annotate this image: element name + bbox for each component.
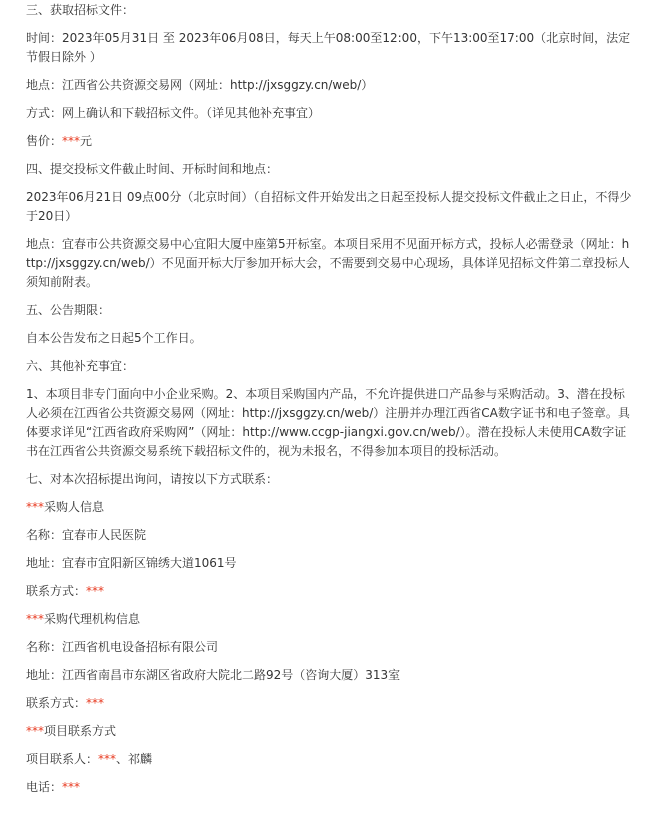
agency-title [26,610,632,629]
section-3-heading: 三、获取招标文件： [26,3,135,17]
purchaser-address: 地址：宜春市宜阳新区锦绣大道1061号 [26,556,237,570]
purchaser-contact [26,582,632,601]
sec3-price [26,132,632,151]
agency-mask: *** [26,612,44,626]
purchaser-title [26,498,632,517]
agency-contact-value: *** [86,696,105,710]
section-4-heading: 四、提交投标文件截止时间、开标时间和地点： [26,162,279,176]
sec3-location: 地点：江西省公共资源交易网（网址：http://jxsggzy.cn/web/） [26,78,374,92]
agency-name: 名称：江西省机电设备招标有限公司 [26,640,219,654]
sec3-time: 时间：2023年05月31日 至 2023年06月08日，每天上午08:00至12:00，下午13:00至17:00（北京时间，法定节假日除外 ） [26,31,631,64]
section-5-heading: 五、公告期限： [26,303,111,317]
purchaser-contact-label: 联系方式： [26,584,87,598]
project-mask: *** [26,724,44,738]
purchaser-name: 名称：宜春市人民医院 [26,528,147,542]
sec6-body: 1、本项目非专门面向中小企业采购。2、本项目采购国内产品，不允许提供进口产品参与采购活动。3、潜在投标人必须在江西省公共资源交易网（网址：http://jxsggzy.cn/web/）注册并办理江西省CA数字证书和电子签章。具体要求详见“江西省政府采购网”（网址：http://www.ccgp-jiangxi.gov.cn/web/）。潜在投标人未使用CA数字证书在江西省公共资源交易系统下载招标文件的，视为未报名，不得参加本项目的投标活动。 [26,387,630,458]
project-person-rest: 、祁麟 [116,752,153,766]
sec3-method: 方式：网上确认和下载招标文件。（详见其他补充事宜） [26,106,321,120]
section-6-heading: 六、其他补充事宜： [26,359,135,373]
project-person-label: 项目联系人： [26,752,99,766]
project-phone-label: 电话： [26,780,63,794]
purchaser-contact-value: *** [86,584,105,598]
agency-contact [26,694,632,713]
project-person-mask: *** [98,752,117,766]
agency-title-text: 采购代理机构信息 [44,612,141,626]
section-7-heading: 七、对本次招标提出询问，请按以下方式联系： [26,472,279,486]
purchaser-mask: *** [26,500,44,514]
price-unit: 元 [80,134,93,148]
sec5-body: 自本公告发布之日起5个工作日。 [26,331,202,345]
purchaser-title-text: 采购人信息 [44,500,105,514]
project-phone-value: *** [62,780,81,794]
project-title-text: 项目联系方式 [44,724,117,738]
price-value: *** [62,134,81,148]
sec4-location: 地点：宜春市公共资源交易中心宜阳大厦中座第5开标室。本项目采用不见面开标方式，投标人必需登录（网址：http://jxsggzy.cn/web/）不见面开标大厅参加开标大会，不需要到交易中心现场，具体详见招标文件第二章投标人须知前附表。 [26,237,630,289]
project-contact-title [26,722,632,741]
project-phone [26,778,632,797]
sec4-time: 2023年06月21日 09点00分（北京时间）（自招标文件开始发出之日起至投标人提交投标文件截止之日止，不得少于20日） [26,190,632,223]
agency-contact-label: 联系方式： [26,696,87,710]
project-contact-person [26,750,632,769]
price-label: 售价： [26,134,63,148]
agency-address: 地址：江西省南昌市东湖区省政府大院北二路92号（咨询大厦）313室 [26,668,401,682]
